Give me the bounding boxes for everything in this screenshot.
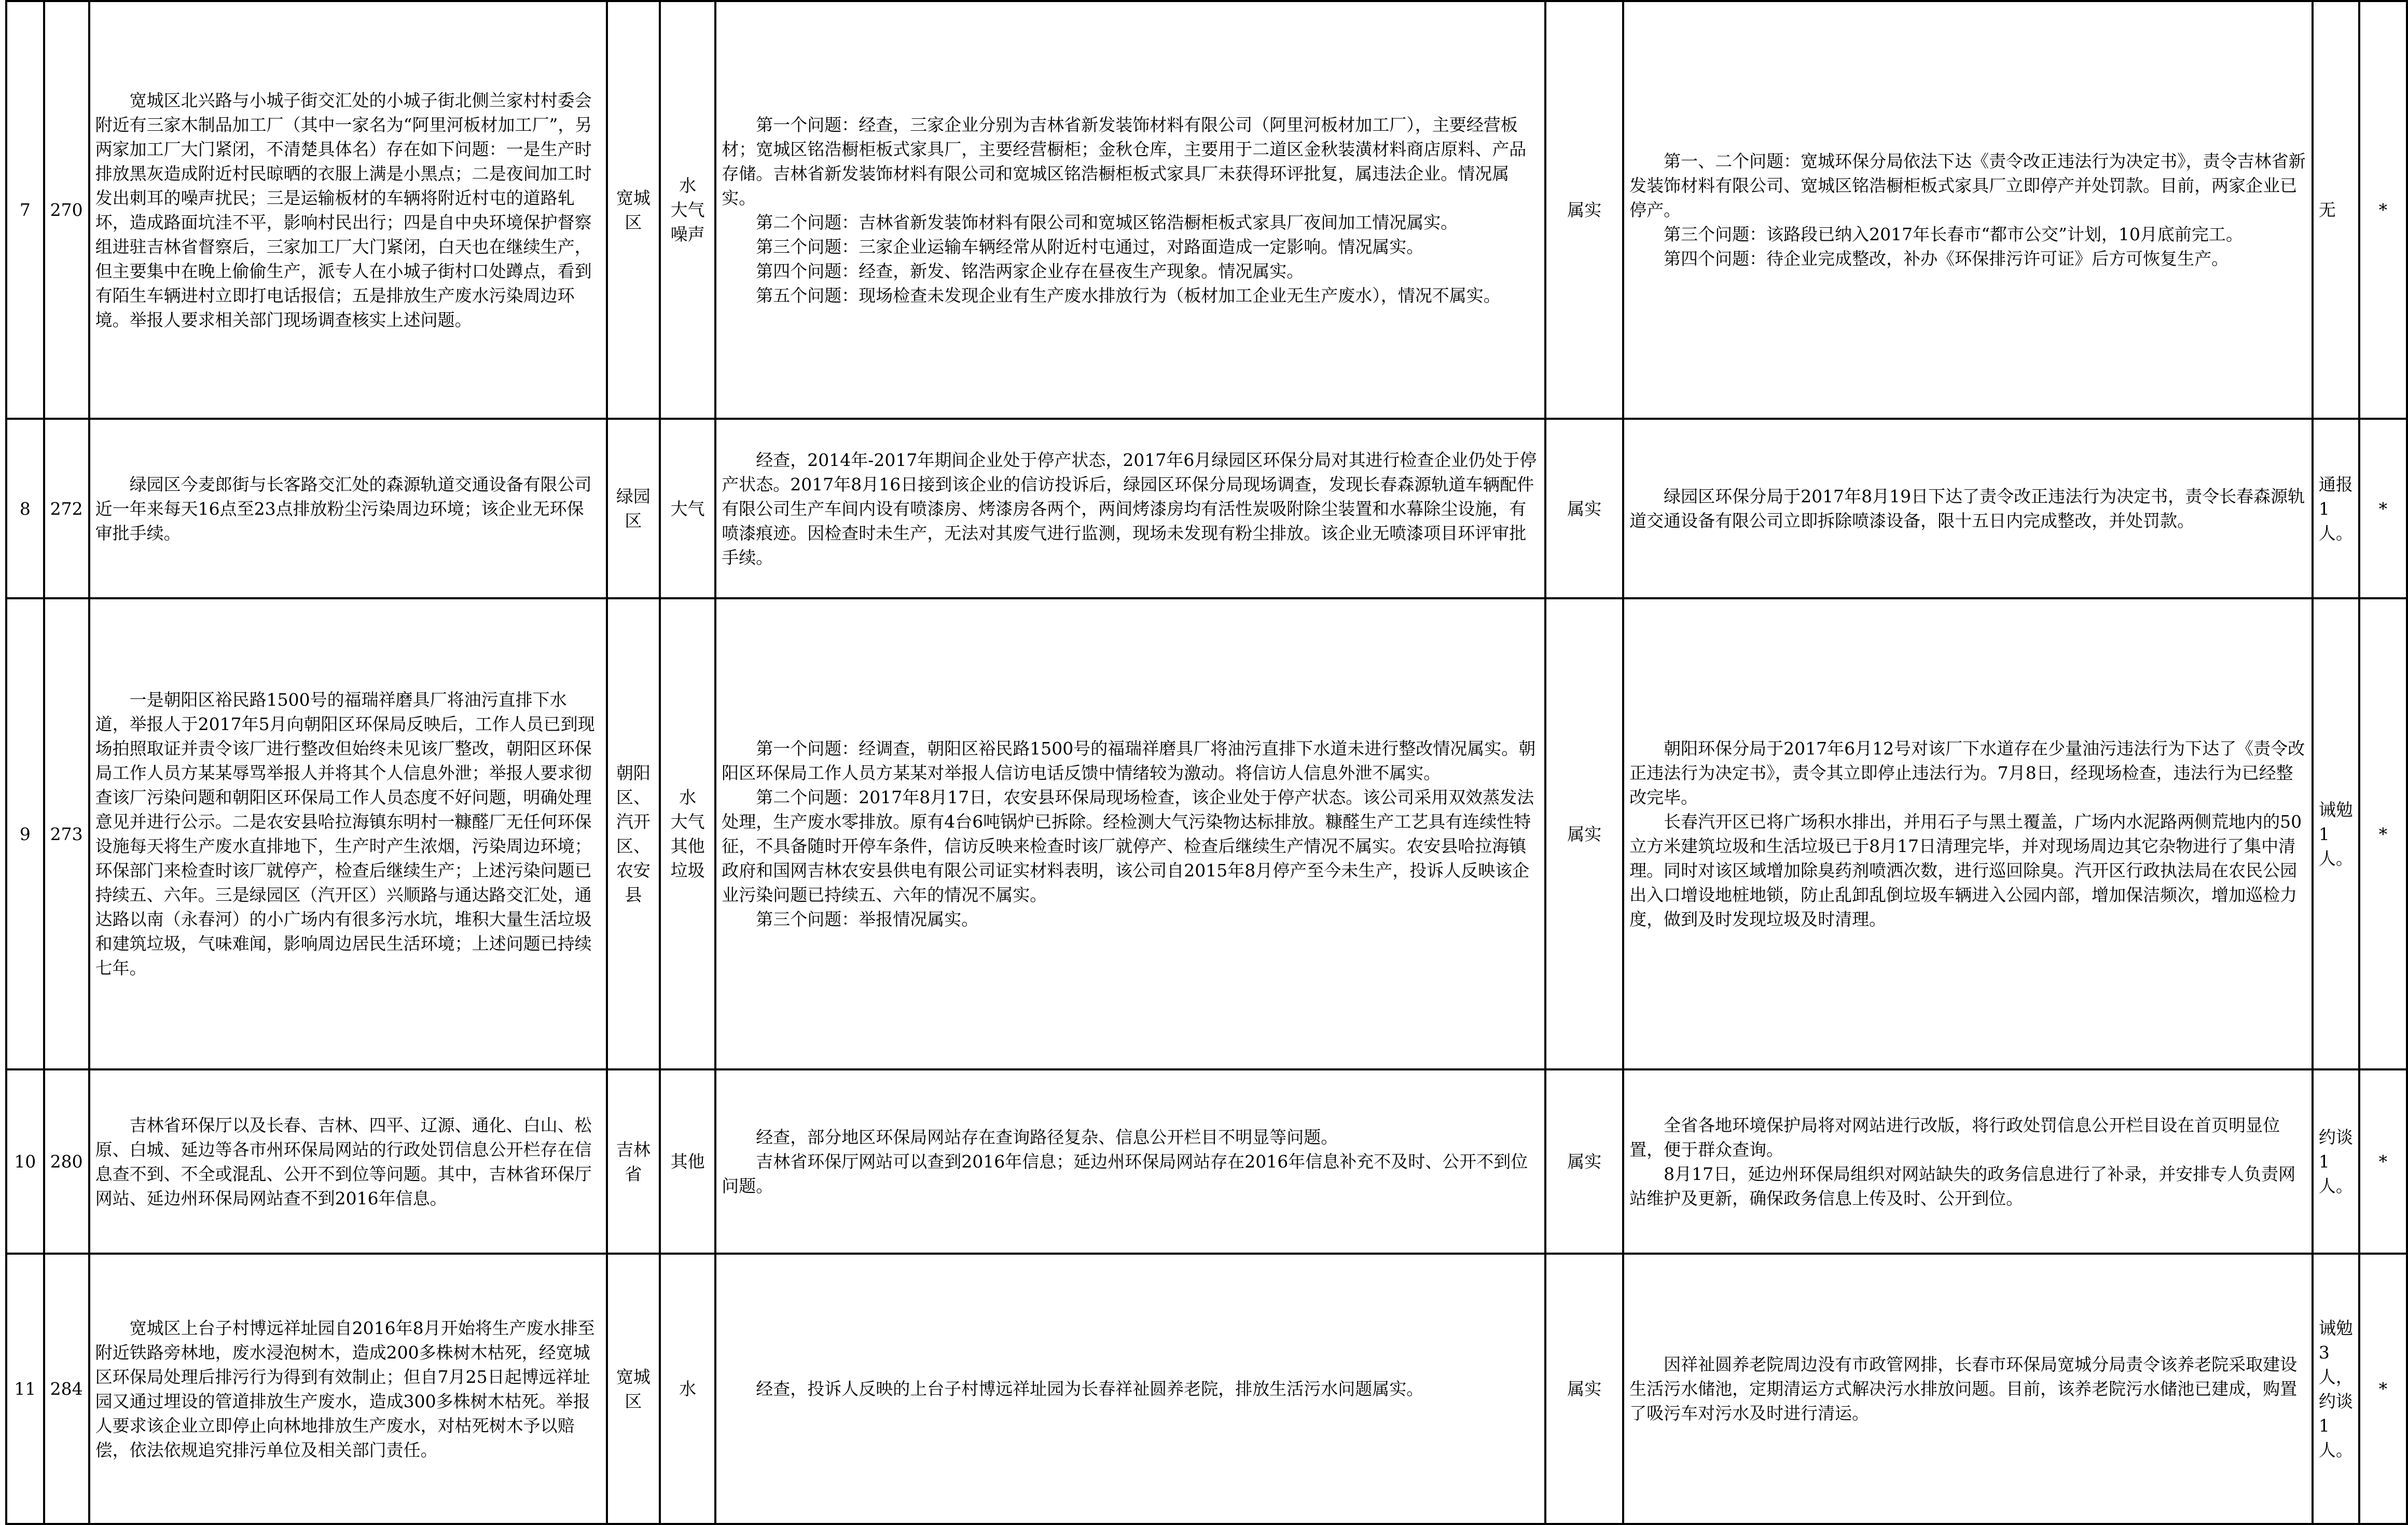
handling-result-paragraph: 第四个问题：待企业完成整改，补办《环保排污许可证》后方可恢复生产。 [1664,249,2229,269]
investigation-findings-paragraph: 第五个问题：现场检查未发现企业有生产废水排放行为（板材加工企业无生产废水），情况不属实。 [756,285,1501,306]
accountability: 诫勉1人。 [2313,598,2359,1069]
mark-symbol: * [2359,598,2407,1069]
case-number: 270 [44,1,89,419]
handling-result [1623,1,2313,419]
region-name: 宽城区 [607,1254,660,1524]
handling-result-paragraph: 因祥祉圆养老院周边没有市政管网排，长春市环保局宽城分局责令该养老院采取建设生活污水储池，定期清运方式解决污水排放问题。目前，该养老院污水储池已建成，购置了吸污车对污水及时进行清运。 [1629,1354,2298,1423]
complaint-text [89,1,607,419]
table-row [6,1254,2407,1524]
case-number: 273 [44,598,89,1069]
row-index: 10 [6,1069,44,1254]
pollution-type: 其他 [660,1069,715,1254]
accountability: 约谈1人。 [2313,1069,2359,1254]
handling-result-paragraph: 第一、二个问题：宽城环保分局依法下达《责令改正违法行为决定书》，责令吉林省新发装饰材料有限公司、宽城区铭浩橱柜板式家具厂立即停产并处罚款。目前，两家企业已停产。 [1629,151,2306,220]
case-number: 284 [44,1254,89,1524]
investigation-findings [715,1254,1545,1524]
report-table [5,0,2408,1525]
case-number: 272 [44,419,89,598]
pollution-type: 水 大气 其他 垃圾 [660,598,715,1069]
complaint-text-paragraph: 宽城区上台子村博远祥址园自2016年8月开始将生产废水排至附近铁路旁林地，废水浸泡树木，造成200多株树木枯死，经宽城区环保局处理后排污行为得到有效制止；但自7月25日起博远祥址园又通过埋设的管道排放生产废水，造成300多株树木枯死。举报人要求该企业立即停止向林地排放生产废水，对枯死树木予以赔偿，依法依规追究排污单位及相关部门责任。 [95,1317,595,1460]
investigation-findings-paragraph: 第一个问题：经调查，朝阳区裕民路1500号的福瑞祥磨具厂将油污直排下水道未进行整改情况属实。朝阳区环保局工作人员方某某对举报人信访电话反馈中情绪较为激动。将信访人信息外泄不属实。 [722,738,1536,783]
handling-result-paragraph: 绿园区环保分局于2017年8月19日下达了责令改正违法行为决定书，责令长春森源轨道交通设备有限公司立即拆除喷漆设备，限十五日内完成整改，并处罚款。 [1629,486,2305,531]
region-name: 绿园区 [607,419,660,598]
complaint-text-paragraph: 一是朝阳区裕民路1500号的福瑞祥磨具厂将油污直排下水道，举报人于2017年5月向朝阳区环保局反映后，工作人员已到现场拍照取证并责令该厂进行整改但始终未见该厂整改，朝阳区环保局工作人员方某某辱骂举报人并将其个人信息外泄；举报人要求彻查该厂污染问题和朝阳区环保局工作人员态度不好问题，明确处理意见并进行公示。二是农安县哈拉海镇东明村一糠醛厂无任何环保设施每天将生产废水直排地下，生产时产生浓烟，污染周边环境；环保部门来检查时该厂就停产，检查后继续生产；上述污染问题已持续五、六年。三是绿园区（汽开区）兴顺路与通达路交汇处，通达路以南（永春河）的小广场内有很多污水坑，堆积大量生活垃圾和建筑垃圾，气味难闻，影响周边居民生活环境；上述问题已持续七年。 [95,690,595,978]
investigation-findings-paragraph: 第二个问题：2017年8月17日，农安县环保局现场检查，该企业处于停产状态。该公司采用双效蒸发法处理，生产废水零排放。原有4台6吨锅炉已拆除。经检测大气污染物达标排放。糠醛生产工艺具有连续性特征，不具备随时开停车条件，信访反映来检查时该厂就停产、检查后继续生产情况不属实。农安县哈拉海镇政府和国网吉林农安县供电有限公司证实材料表明，该公司自2015年8月停产至今未生产，投诉人反映该企业污染问题已持续五、六年的情况不属实。 [722,787,1534,905]
investigation-findings-paragraph: 经查，2014年-2017年期间企业处于停产状态，2017年6月绿园区环保分局对其进行检查企业仍处于停产状态。2017年8月16日接到该企业的信访投诉后，绿园区环保分局现场调查，发现长春森源轨道车辆配件有限公司生产车间内设有喷漆房、烤漆房各两个，两间烤漆房均有活性炭吸附除尘装置和水幕除尘设施，有喷漆痕迹。因检查时未生产，无法对其废气进行监测，现场未发现有粉尘排放。该企业无喷漆项目环评审批手续。 [722,449,1537,568]
investigation-findings-paragraph: 第一个问题：经查，三家企业分别为吉林省新发装饰材料有限公司（阿里河板材加工厂），主要经营板材；宽城区铭浩橱柜板式家具厂，主要经营橱柜；金秋仓库，主要用于二道区金秋装潢材料商店原料、产品存储。吉林省新发装饰材料有限公司和宽城区铭浩橱柜板式家具厂未获得环评批复，属违法企业。情况属实。 [722,114,1527,208]
complaint-text [89,1069,607,1254]
handling-result [1623,598,2313,1069]
investigation-findings-paragraph: 第四个问题：经查，新发、铭浩两家企业存在昼夜生产现象。情况属实。 [756,260,1304,281]
handling-result-paragraph: 8月17日，延边州环保局组织对网站缺失的政务信息进行了补录，并安排专人负责网站维护及更新，确保政务信息上传及时、公开到位。 [1629,1163,2296,1208]
row-index: 7 [6,1,44,419]
investigation-findings [715,1,1545,419]
investigation-findings-paragraph: 经查，部分地区环保局网站存在查询路径复杂、信息公开栏目不明显等问题。 [756,1127,1338,1147]
mark-symbol: * [2359,1,2407,419]
investigation-findings [715,1069,1545,1254]
table-row [6,1,2407,419]
row-index: 9 [6,598,44,1069]
handling-result-paragraph: 全省各地环境保护局将对网站进行改版，将行政处罚信息公开栏目设在首页明显位置，便于群众查询。 [1629,1115,2280,1160]
verdict: 属实 [1545,1069,1623,1254]
mark-symbol: * [2359,1254,2407,1524]
table-row [6,1069,2407,1254]
mark-symbol: * [2359,419,2407,598]
complaint-text [89,1254,607,1524]
table-row [6,419,2407,598]
investigation-findings-paragraph: 第三个问题：三家企业运输车辆经常从附近村屯通过，对路面造成一定影响。情况属实。 [756,236,1424,257]
row-index: 11 [6,1254,44,1524]
handling-result [1623,419,2313,598]
investigation-findings [715,598,1545,1069]
handling-result [1623,1069,2313,1254]
pollution-type: 大气 [660,419,715,598]
investigation-findings-paragraph: 经查，投诉人反映的上台子村博远祥址园为长春祥祉圆养老院，排放生活污水问题属实。 [756,1379,1424,1399]
investigation-findings [715,419,1545,598]
case-number: 280 [44,1069,89,1254]
region-name: 朝阳区、汽开区、农安县 [607,598,660,1069]
accountability: 诫勉3人，约谈1人。 [2313,1254,2359,1524]
row-index: 8 [6,419,44,598]
investigation-findings-paragraph: 吉林省环保厅网站可以查到2016年信息；延边州环保局网站存在2016年信息补充不及时、公开不到位问题。 [722,1151,1528,1196]
investigation-findings-paragraph: 第二个问题：吉林省新发装饰材料有限公司和宽城区铭浩橱柜板式家具厂夜间加工情况属实。 [756,212,1458,232]
pollution-type: 水 大气 噪声 [660,1,715,419]
complaint-text-paragraph: 绿园区今麦郎街与长客路交汇处的森源轨道交通设备有限公司近一年来每天16点至23点排放粉尘污染周边环境；该企业无环保审批手续。 [95,474,592,543]
table-body [6,1,2407,1524]
accountability: 无 [2313,1,2359,419]
complaint-text-paragraph: 吉林省环保厅以及长春、吉林、四平、辽源、通化、白山、松原、白城、延边等各市州环保局网站的行政处罚信息公开栏存在信息查不到、不全或混乱、公开不到位等问题。其中，吉林省环保厅网站、延边州环保局网站查不到2016年信息。 [95,1115,592,1208]
complaint-text-paragraph: 宽城区北兴路与小城子街交汇处的小城子街北侧兰家村村委会附近有三家木制品加工厂（其中一家名为“阿里河板材加工厂”，另两家加工厂大门紧闭，不清楚具体名）存在如下问题：一是生产时排放黑灰造成附近村民晾晒的衣服上满是小黑点；二是夜间加工时发出刺耳的噪声扰民；三是运输板材的车辆将附近村屯的道路轧坏，造成路面坑洼不平，影响村民出行；四是自中央环境保护督察组进驻吉林省督察后，三家加工厂大门紧闭，白天也在继续生产，但主要集中在晚上偷偷生产，派专人在小城子街村口处蹲点，看到有陌生车辆进村立即打电话报信；五是排放生产废水污染周边环境。举报人要求相关部门现场调查核实上述问题。 [95,90,592,330]
mark-symbol: * [2359,1069,2407,1254]
region-name: 吉林省 [607,1069,660,1254]
investigation-findings-paragraph: 第三个问题：举报情况属实。 [756,909,979,929]
verdict: 属实 [1545,1,1623,419]
complaint-text [89,419,607,598]
handling-result [1623,1254,2313,1524]
region-name: 宽城区 [607,1,660,419]
verdict: 属实 [1545,419,1623,598]
complaint-text [89,598,607,1069]
handling-result-paragraph: 长春汽开区已将广场积水排出，并用石子与黑土覆盖，广场内水泥路两侧荒地内的50立方米建筑垃圾和生活垃圾已于8月17日清理完毕，并对现场周边其它杂物进行了集中清理。同时对该区域增加除臭药剂喷洒次数，进行巡回除臭。汽开区行政执法局在农民公园出入口增设地桩地锁，防止乱卸乱倒垃圾车辆进入公园内部，增加保洁频次，增加巡检力度，做到及时发现垃圾及时清理。 [1629,812,2302,929]
handling-result-paragraph: 第三个问题：该路段已纳入2017年长春市“都市公交”计划，10月底前完工。 [1664,224,2243,244]
pollution-type: 水 [660,1254,715,1524]
verdict: 属实 [1545,1254,1623,1524]
verdict: 属实 [1545,598,1623,1069]
handling-result-paragraph: 朝阳环保分局于2017年6月12号对该厂下水道存在少量油污违法行为下达了《责令改正违法行为决定书》，责令其立即停止违法行为。7月8日，经现场检查，违法行为已经整改完毕。 [1629,738,2305,807]
accountability: 通报1人。 [2313,419,2359,598]
table-row [6,598,2407,1069]
